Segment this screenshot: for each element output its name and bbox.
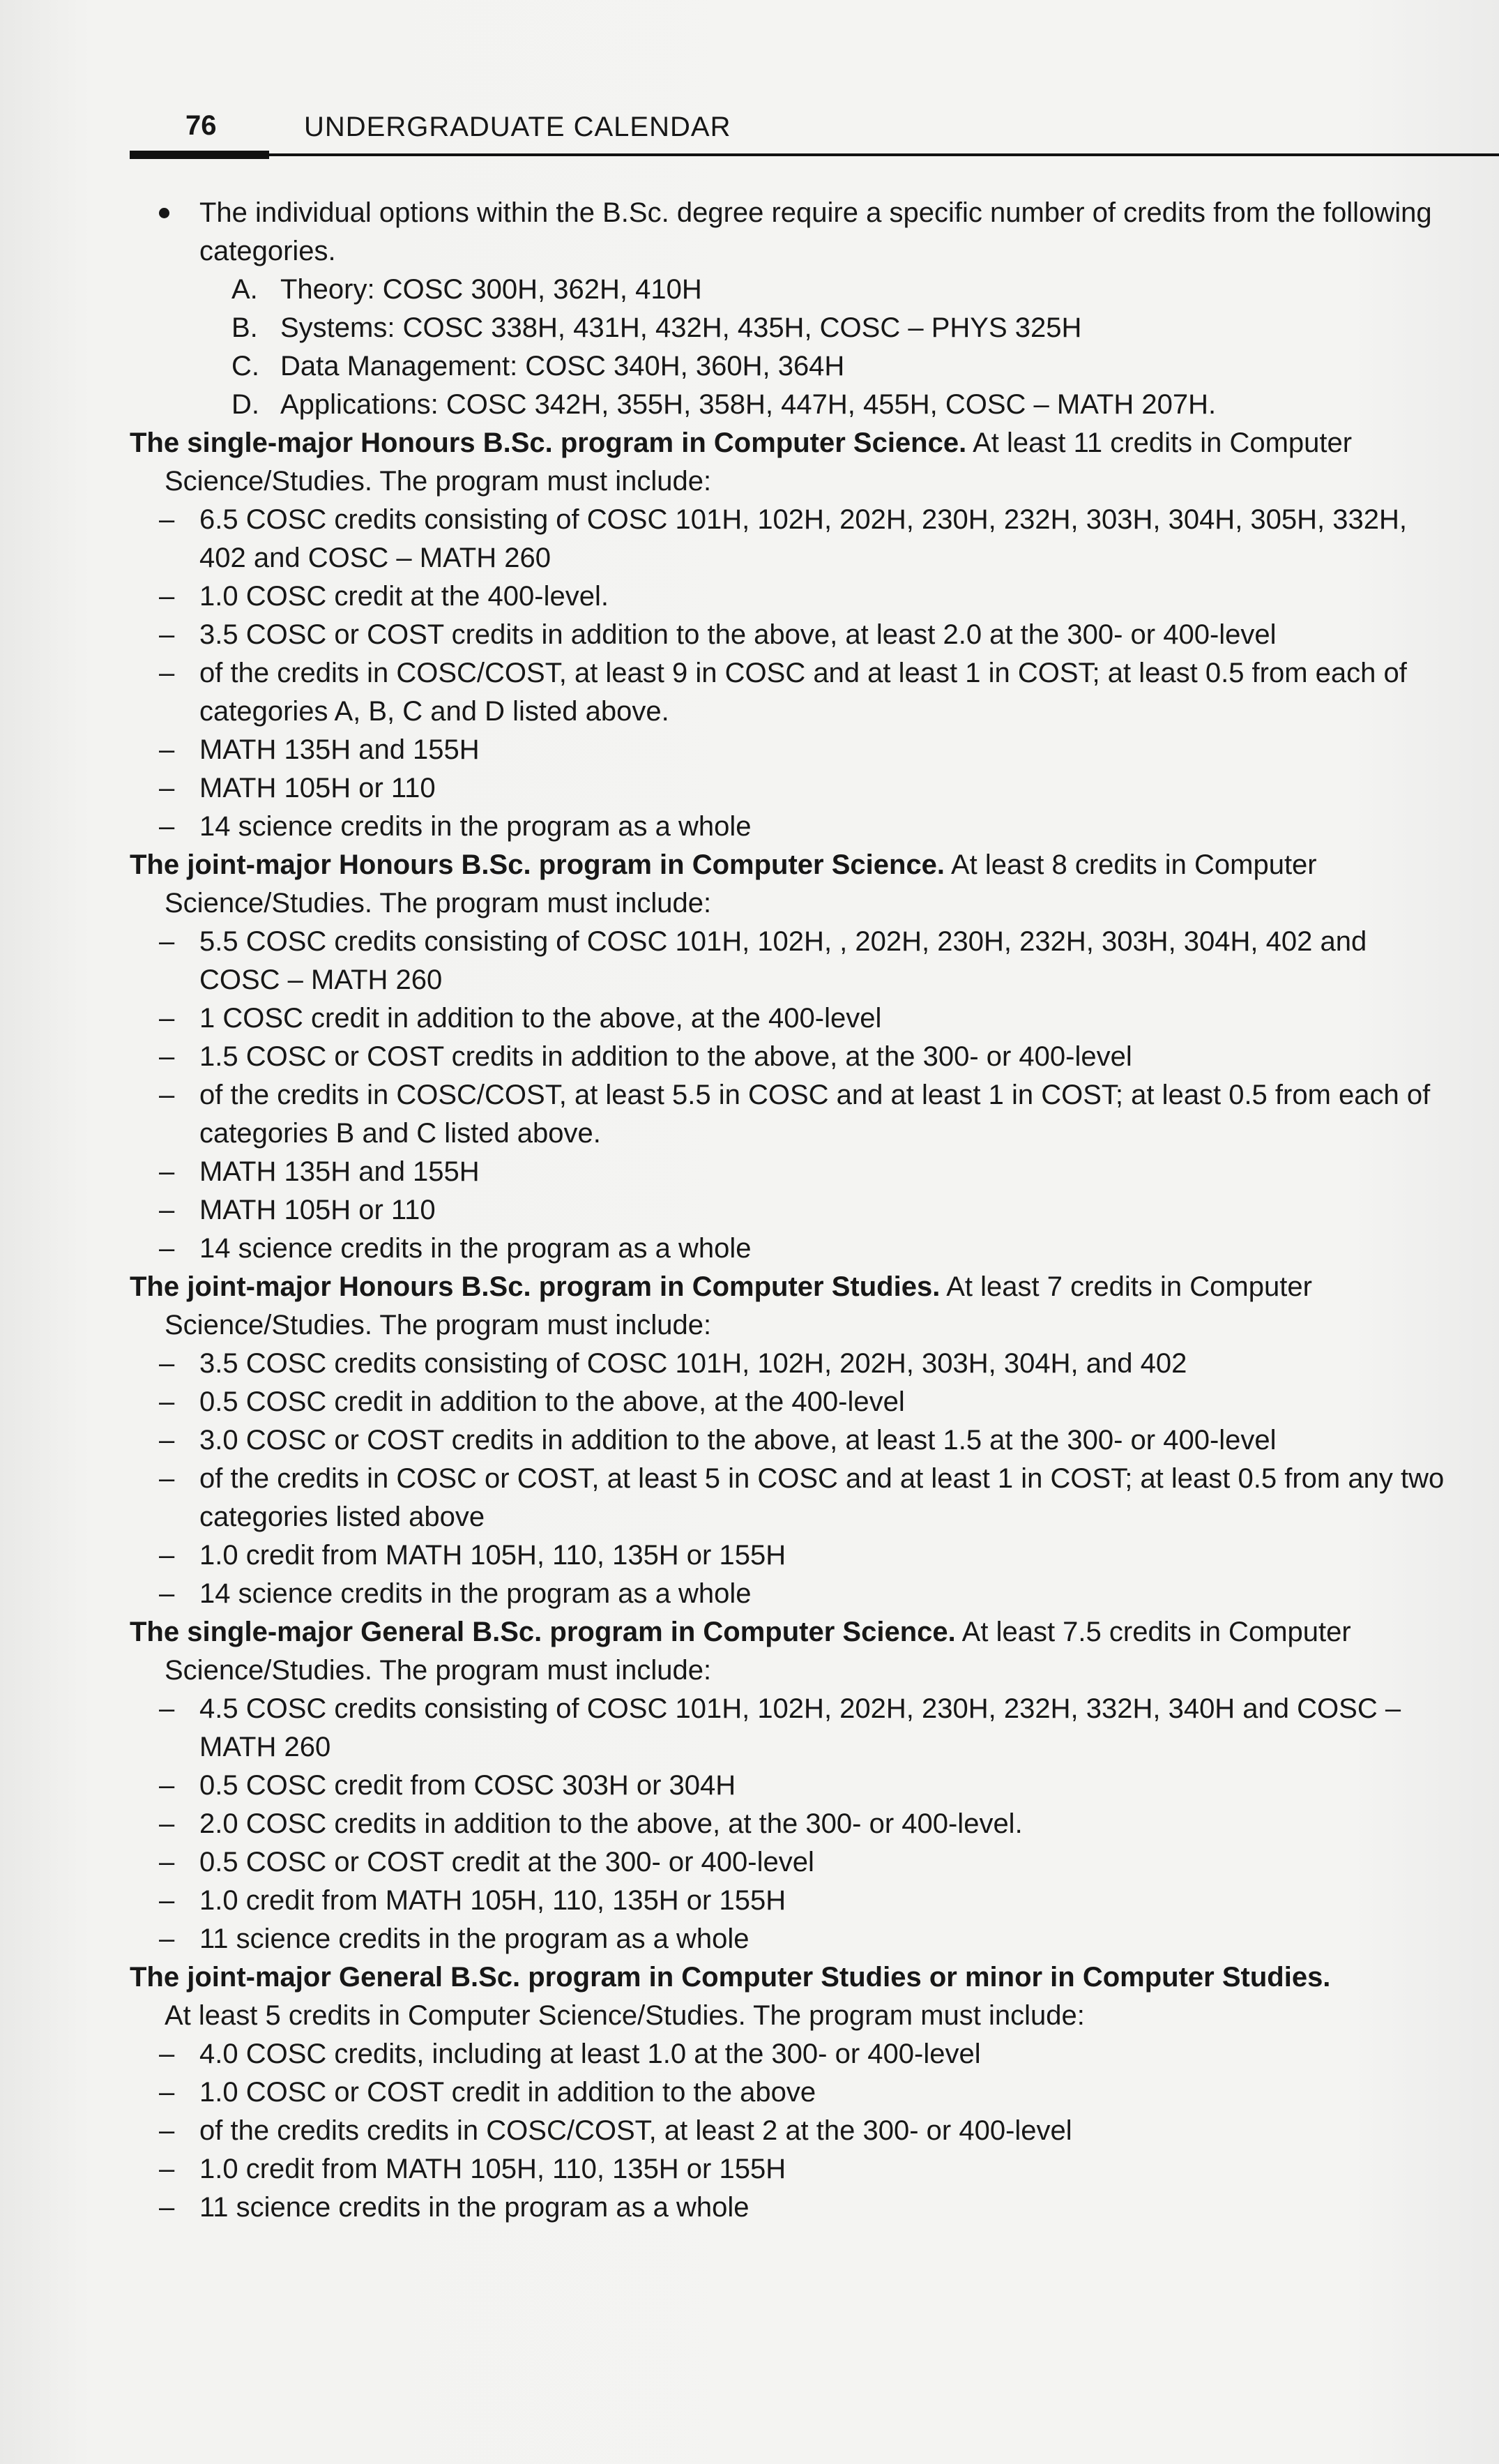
requirement-text: 3.5 COSC credits consisting of COSC 101H, 102H, 202H, 303H, 304H, and 402 xyxy=(199,1348,1187,1379)
category-text: Theory: COSC 300H, 362H, 410H xyxy=(280,274,702,305)
dash-icon: – xyxy=(159,811,175,842)
requirement-item xyxy=(130,1536,1447,1575)
requirement-text: 2.0 COSC credits in addition to the above, at the 300- or 400-level. xyxy=(199,1808,1023,1839)
requirement-item xyxy=(130,1383,1447,1421)
requirement-text: 1.0 credit from MATH 105H, 110, 135H or 155H xyxy=(199,2154,786,2184)
intro-bullet xyxy=(130,194,1447,271)
requirement-text: MATH 135H and 155H xyxy=(199,1156,480,1187)
requirement-text: 5.5 COSC credits consisting of COSC 101H, 102H, , 202H, 230H, 232H, 303H, 304H, 402 and COSC – MATH 260 xyxy=(199,926,1367,995)
requirement-item xyxy=(130,2035,1447,2073)
program-section xyxy=(130,1268,1447,1613)
program-section xyxy=(130,424,1447,846)
dash-icon: – xyxy=(159,1885,175,1916)
section-heading-line xyxy=(130,1958,1447,1997)
section-intro: Science/Studies. The program must include: xyxy=(165,466,712,497)
category-item xyxy=(130,309,1447,347)
requirement-text: MATH 105H or 110 xyxy=(199,1195,436,1225)
requirement-text: 4.0 COSC credits, including at least 1.0 at the 300- or 400-level xyxy=(199,2039,981,2069)
dash-icon: – xyxy=(159,658,175,688)
dash-icon: – xyxy=(159,2115,175,2146)
section-intro-tail: At least 7 credits in Computer xyxy=(946,1271,1312,1302)
section-intro: Science/Studies. The program must include: xyxy=(165,1310,712,1340)
requirement-item xyxy=(130,808,1447,846)
dash-icon: – xyxy=(159,2154,175,2184)
requirement-text: 3.5 COSC or COST credits in addition to the above, at least 2.0 at the 300- or 400-level xyxy=(199,619,1277,650)
requirement-list xyxy=(130,2035,1447,2227)
dash-icon: – xyxy=(159,734,175,765)
requirement-text: 1.0 COSC or COST credit in addition to the above xyxy=(199,2077,816,2108)
section-intro: Science/Studies. The program must include: xyxy=(165,888,712,919)
dash-icon: – xyxy=(159,619,175,650)
requirement-item xyxy=(130,999,1447,1038)
requirement-item xyxy=(130,923,1447,999)
requirement-text: 1.0 credit from MATH 105H, 110, 135H or 155H xyxy=(199,1540,786,1571)
category-letter: A. xyxy=(231,274,258,305)
section-intro-tail: At least 7.5 credits in Computer xyxy=(961,1617,1351,1647)
dash-icon: – xyxy=(159,1041,175,1072)
bullet-dot-icon xyxy=(159,208,169,218)
requirement-item xyxy=(130,731,1447,769)
category-letter: C. xyxy=(231,351,259,381)
requirement-text: 1.0 credit from MATH 105H, 110, 135H or 155H xyxy=(199,1885,786,1916)
dash-icon: – xyxy=(159,504,175,535)
section-title: The joint-major Honours B.Sc. program in Computer Science. xyxy=(130,849,945,880)
requirement-text: 0.5 COSC credit from COSC 303H or 304H xyxy=(199,1770,736,1801)
requirement-item xyxy=(130,1460,1447,1536)
running-title: UNDERGRADUATE CALENDAR xyxy=(304,112,731,142)
requirement-item xyxy=(130,2150,1447,2189)
requirement-text: 1.0 COSC credit at the 400-level. xyxy=(199,581,609,612)
category-text: Data Management: COSC 340H, 360H, 364H xyxy=(280,351,845,381)
category-letter: D. xyxy=(231,389,259,420)
category-text: Systems: COSC 338H, 431H, 432H, 435H, COSC – PHYS 325H xyxy=(280,312,1082,343)
requirement-item xyxy=(130,654,1447,731)
dash-icon: – xyxy=(159,1770,175,1801)
requirement-text: of the credits in COSC or COST, at least 5 in COSC and at least 1 in COST; at least 0.5 from any two categories listed above xyxy=(199,1463,1445,1532)
dash-icon: – xyxy=(159,773,175,803)
section-heading-line xyxy=(130,1268,1447,1306)
section-heading-line xyxy=(130,846,1447,884)
requirement-text: 3.0 COSC or COST credits in addition to the above, at least 1.5 at the 300- or 400-level xyxy=(199,1425,1277,1456)
dash-icon: – xyxy=(159,1425,175,1456)
requirement-text: MATH 135H and 155H xyxy=(199,734,480,765)
dash-icon: – xyxy=(159,1693,175,1724)
dash-icon: – xyxy=(159,1003,175,1034)
requirement-list xyxy=(130,1690,1447,1958)
category-letter: B. xyxy=(231,312,258,343)
dash-icon: – xyxy=(159,1233,175,1264)
intro-bullet-text: The individual options within the B.Sc. degree require a specific number of credits from the following categories. xyxy=(199,197,1432,266)
dash-icon: – xyxy=(159,1195,175,1225)
section-title: The joint-major General B.Sc. program in Computer Studies or minor in Computer Studies. xyxy=(130,1962,1331,1993)
category-text: Applications: COSC 342H, 355H, 358H, 447H, 455H, COSC – MATH 207H. xyxy=(280,389,1217,420)
requirement-item xyxy=(130,1575,1447,1613)
requirement-text: 11 science credits in the program as a whole xyxy=(199,1923,750,1954)
requirement-item xyxy=(130,1805,1447,1843)
requirement-text: MATH 105H or 110 xyxy=(199,773,436,803)
section-heading-line xyxy=(130,1613,1447,1652)
dash-icon: – xyxy=(159,1578,175,1609)
requirement-item xyxy=(130,1843,1447,1882)
requirement-item xyxy=(130,1345,1447,1383)
category-list xyxy=(130,271,1447,424)
section-intro-tail: At least 11 credits in Computer xyxy=(973,428,1353,458)
dash-icon: – xyxy=(159,1080,175,1110)
requirement-list xyxy=(130,923,1447,1268)
section-title: The joint-major Honours B.Sc. program in Computer Studies. xyxy=(130,1271,941,1302)
program-section xyxy=(130,846,1447,1268)
requirement-item xyxy=(130,2112,1447,2150)
requirement-text: 14 science credits in the program as a whole xyxy=(199,1233,752,1264)
requirement-item xyxy=(130,577,1447,616)
requirement-text: of the credits credits in COSC/COST, at least 2 at the 300- or 400-level xyxy=(199,2115,1072,2146)
requirement-item xyxy=(130,2073,1447,2112)
section-heading-line xyxy=(130,424,1447,462)
requirement-item xyxy=(130,1076,1447,1153)
section-intro-tail: At least 8 credits in Computer xyxy=(950,849,1317,880)
requirement-text: 0.5 COSC credit in addition to the above, at the 400-level xyxy=(199,1386,905,1417)
page-content xyxy=(130,194,1447,2227)
section-intro: Science/Studies. The program must include: xyxy=(165,1655,712,1686)
requirement-text: 14 science credits in the program as a whole xyxy=(199,811,752,842)
dash-icon: – xyxy=(159,2039,175,2069)
dash-icon: – xyxy=(159,1847,175,1877)
dash-icon: – xyxy=(159,2077,175,2108)
requirement-item xyxy=(130,1767,1447,1805)
requirement-list xyxy=(130,501,1447,846)
dash-icon: – xyxy=(159,2192,175,2223)
dash-icon: – xyxy=(159,581,175,612)
requirement-item xyxy=(130,1191,1447,1230)
requirement-item xyxy=(130,769,1447,808)
requirement-text: 0.5 COSC or COST credit at the 300- or 400-level xyxy=(199,1847,814,1877)
requirement-text: 1 COSC credit in addition to the above, at the 400-level xyxy=(199,1003,882,1034)
requirement-item xyxy=(130,616,1447,654)
dash-icon: – xyxy=(159,926,175,957)
program-section xyxy=(130,1958,1447,2227)
dash-icon: – xyxy=(159,1923,175,1954)
section-title: The single-major Honours B.Sc. program in Computer Science. xyxy=(130,428,967,458)
requirement-item xyxy=(130,1421,1447,1460)
dash-icon: – xyxy=(159,1540,175,1571)
dash-icon: – xyxy=(159,1348,175,1379)
requirement-text: of the credits in COSC/COST, at least 9 in COSC and at least 1 in COST; at least 0.5 from each of categories A, B, C and D listed above. xyxy=(199,658,1407,727)
requirement-text: 6.5 COSC credits consisting of COSC 101H, 102H, 202H, 230H, 232H, 303H, 304H, 305H, 332H, 402 and COSC – MATH 260 xyxy=(199,504,1408,573)
header-rule-thin xyxy=(269,153,1499,156)
requirement-item xyxy=(130,1038,1447,1076)
category-item xyxy=(130,347,1447,386)
section-intro: At least 5 credits in Computer Science/Studies. The program must include: xyxy=(165,2000,1085,2031)
dash-icon: – xyxy=(159,1156,175,1187)
program-section xyxy=(130,1613,1447,1958)
requirement-item xyxy=(130,2189,1447,2227)
requirement-text: 1.5 COSC or COST credits in addition to the above, at the 300- or 400-level xyxy=(199,1041,1132,1072)
section-title: The single-major General B.Sc. program in Computer Science. xyxy=(130,1617,956,1647)
page-number: 76 xyxy=(185,110,217,141)
header-rule-thick xyxy=(130,151,269,159)
dash-icon: – xyxy=(159,1386,175,1417)
requirement-text: 14 science credits in the program as a whole xyxy=(199,1578,752,1609)
requirement-list xyxy=(130,1345,1447,1613)
requirement-item xyxy=(130,1882,1447,1920)
requirement-item xyxy=(130,501,1447,577)
category-item xyxy=(130,271,1447,309)
page-header xyxy=(130,110,1440,160)
requirement-item xyxy=(130,1690,1447,1767)
category-item xyxy=(130,386,1447,424)
requirement-item xyxy=(130,1920,1447,1958)
requirement-text: 4.5 COSC credits consisting of COSC 101H, 102H, 202H, 230H, 232H, 332H, 340H and COSC – MATH 260 xyxy=(199,1693,1401,1762)
dash-icon: – xyxy=(159,1463,175,1494)
dash-icon: – xyxy=(159,1808,175,1839)
requirement-text: of the credits in COSC/COST, at least 5.5 in COSC and at least 1 in COST; at least 0.5 from each of categories B and C listed above. xyxy=(199,1080,1431,1149)
requirement-text: 11 science credits in the program as a whole xyxy=(199,2192,750,2223)
requirement-item xyxy=(130,1230,1447,1268)
requirement-item xyxy=(130,1153,1447,1191)
